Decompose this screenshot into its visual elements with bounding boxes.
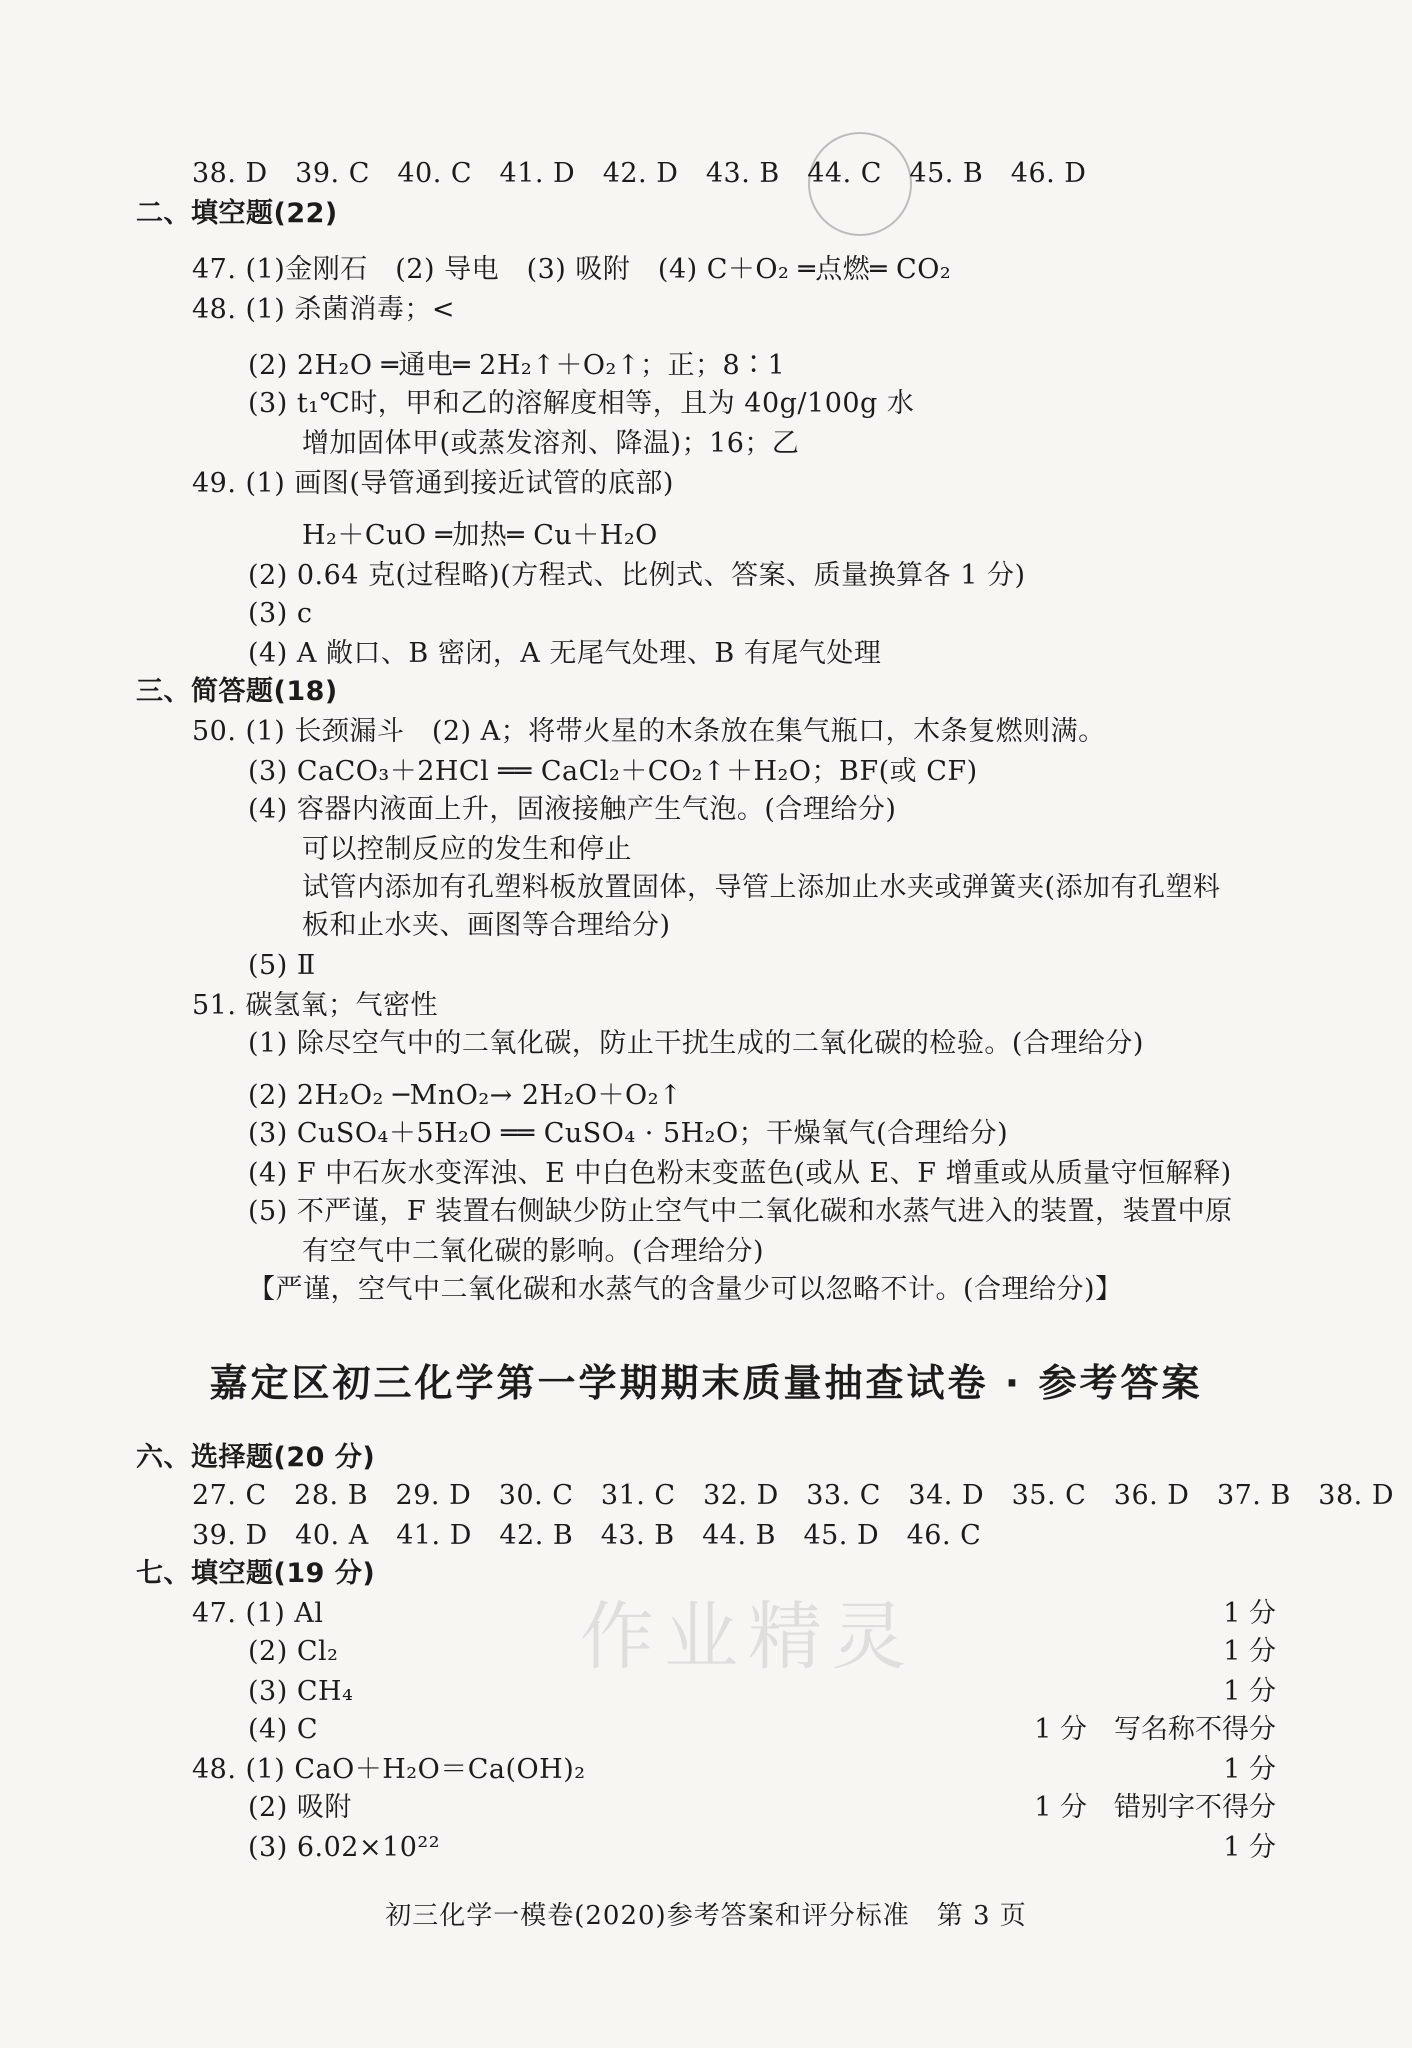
- q48-3b: 增加固体甲(或蒸发溶剂、降温)；16；乙: [302, 428, 800, 459]
- scored-row: 48. (1) CaO＋H₂O＝Ca(OH)₂: [192, 1754, 586, 1785]
- q49-2: (2) 0.64 克(过程略)(方程式、比例式、答案、质量换算各 1 分): [248, 560, 1026, 591]
- watermark-text: 作业精灵: [580, 1594, 916, 1680]
- score-value: 1 分: [1223, 1636, 1276, 1667]
- answers-row-1: 27. C 28. B 29. D 30. C 31. C 32. D 33. C 34. D 35. C 36. D 37. B 38. D: [192, 1480, 1394, 1511]
- scored-row: (3) 6.02×10²²: [248, 1832, 441, 1863]
- q48-2: (2) 2H₂O ═通电═ 2H₂↑＋O₂↑；正；8∶1: [248, 350, 786, 381]
- q49-1: 49. (1) 画图(导管通到接近试管的底部): [192, 468, 674, 499]
- scored-row: (2) Cl₂: [248, 1636, 339, 1667]
- section-short-answer: 三、简答题(18): [136, 676, 338, 707]
- q50-4c: 试管内添加有孔塑料板放置固体，导管上添加止水夹或弹簧夹(添加有孔塑料: [302, 872, 1221, 903]
- top-answers: 38. D 39. C 40. C 41. D 42. D 43. B 44. C 45. B 46. D: [192, 158, 1087, 189]
- answers-row-2: 39. D 40. A 41. D 42. B 43. B 44. B 45. D 46. C: [192, 1520, 982, 1551]
- score-value: 1 分 写名称不得分: [1034, 1714, 1276, 1745]
- scored-row: (4) C: [248, 1714, 318, 1745]
- q51: 51. 碳氢氧；气密性: [192, 990, 439, 1021]
- q50-4d: 板和止水夹、画图等合理给分): [302, 910, 671, 941]
- q48-3a: (3) t₁℃时，甲和乙的溶解度相等，且为 40g/100g 水: [248, 388, 915, 419]
- scored-row: (2) 吸附: [248, 1792, 352, 1823]
- q51-4: (4) F 中石灰水变浑浊、E 中白色粉末变蓝色(或从 E、F 增重或从质量守恒解释): [248, 1158, 1232, 1189]
- page-footer: 初三化学一模卷(2020)参考答案和评分标准 第 3 页: [385, 1901, 1027, 1931]
- q51-5a: (5) 不严谨，F 装置右侧缺少防止空气中二氧化碳和水蒸气进入的装置，装置中原: [248, 1196, 1233, 1227]
- score-value: 1 分 错别字不得分: [1034, 1792, 1276, 1823]
- score-value: 1 分: [1223, 1754, 1276, 1785]
- q51-3: (3) CuSO₄＋5H₂O ══ CuSO₄ · 5H₂O；干燥氧气(合理给分): [248, 1118, 1009, 1149]
- scored-row: 47. (1) Al: [192, 1598, 324, 1629]
- section-fill-blank-2: 七、填空题(19 分): [136, 1558, 376, 1589]
- score-value: 1 分: [1223, 1598, 1276, 1629]
- score-value: 1 分: [1223, 1832, 1276, 1863]
- score-value: 1 分: [1223, 1676, 1276, 1707]
- q48-1: 48. (1) 杀菌消毒；<: [192, 294, 455, 325]
- q51-5b: 有空气中二氧化碳的影响。(合理给分): [302, 1236, 765, 1267]
- q51-note: 【严谨，空气中二氧化碳和水蒸气的含量少可以忽略不计。(合理给分)】: [248, 1274, 1123, 1305]
- q50-4a: (4) 容器内液面上升，固液接触产生气泡。(合理给分): [248, 794, 897, 825]
- section-fill-blank: 二、填空题(22): [136, 198, 338, 229]
- q49-3: (3) c: [248, 598, 313, 629]
- q49-equation: H₂＋CuO ═加热═ Cu＋H₂O: [302, 520, 658, 551]
- section-multiple-choice: 六、选择题(20 分): [136, 1442, 376, 1473]
- section-title: 嘉定区初三化学第一学期期末质量抽查试卷 · 参考答案: [209, 1361, 1203, 1405]
- q50-5: (5) Ⅱ: [248, 950, 316, 981]
- q51-2: (2) 2H₂O₂ ─MnO₂→ 2H₂O＋O₂↑: [248, 1080, 683, 1111]
- q50-3: (3) CaCO₃＋2HCl ══ CaCl₂＋CO₂↑＋H₂O；BF(或 CF): [248, 756, 978, 787]
- q50-4b: 可以控制反应的发生和停止: [302, 834, 632, 865]
- q51-1: (1) 除尽空气中的二氧化碳，防止干扰生成的二氧化碳的检验。(合理给分): [248, 1028, 1144, 1059]
- scored-row: (3) CH₄: [248, 1676, 354, 1707]
- q50-1: 50. (1) 长颈漏斗 (2) A；将带火星的木条放在集气瓶口，木条复燃则满。: [192, 716, 1106, 747]
- q49-4: (4) A 敞口、B 密闭，A 无尾气处理、B 有尾气处理: [248, 638, 882, 669]
- q47: 47. (1)金刚石 (2) 导电 (3) 吸附 (4) C＋O₂ ═点燃═ CO₂: [192, 254, 952, 285]
